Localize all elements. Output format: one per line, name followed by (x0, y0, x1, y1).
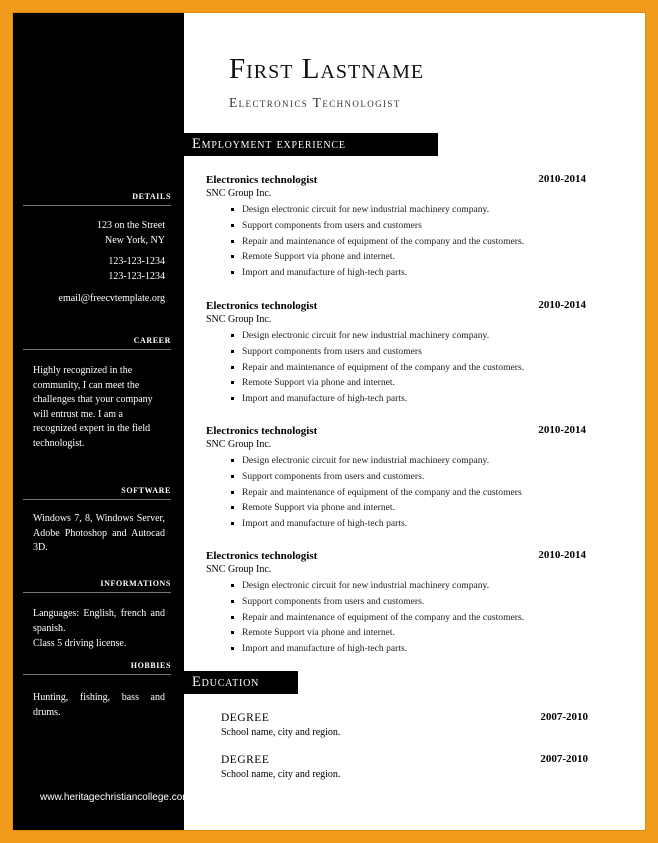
education-entry (221, 711, 588, 741)
job-date: 2010-2014 (538, 299, 586, 311)
job-company: SNC Group Inc. (206, 188, 272, 199)
job-date: 2010-2014 (538, 173, 586, 185)
bullet-item: Remote Support via phone and internet. (242, 625, 586, 641)
details-heading: details (23, 190, 171, 206)
bullet-item: Import and manufacture of high-tech parts. (242, 516, 586, 532)
career-text: Highly recognized in the community, I can meet the challenges that your company will entrust me. I am a recognized expert in the field technologist. (33, 365, 153, 449)
bullet-item: Repair and maintenance of equipment of the company and the customers (242, 485, 586, 501)
degree-date: 2007-2010 (540, 753, 588, 765)
job-company: SNC Group Inc. (206, 564, 272, 575)
address-line1: 123 on the Street (96, 220, 165, 231)
full-name: First Lastname (229, 53, 425, 85)
bullet-item: Remote Support via phone and internet. (242, 249, 586, 265)
bullet-item: Import and manufacture of high-tech parts. (242, 641, 586, 657)
bullet-item: Design electronic circuit for new industrial machinery company. (242, 328, 586, 344)
bullet-item: Import and manufacture of high-tech parts. (242, 265, 586, 281)
bullet-item: Design electronic circuit for new industrial machinery company. (242, 578, 586, 594)
bullet-item: Support components from users and customers. (242, 594, 586, 610)
job-company: SNC Group Inc. (206, 314, 272, 325)
bullet-item: Design electronic circuit for new industrial machinery company. (242, 202, 586, 218)
bullet-item: Repair and maintenance of equipment of the company and the customers. (242, 360, 586, 376)
job-date: 2010-2014 (538, 424, 586, 436)
bullet-item: Import and manufacture of high-tech parts. (242, 391, 586, 407)
job-entry (206, 549, 586, 657)
job-title-subtitle: Electronics Technologist (229, 95, 401, 110)
informations-line1: Languages: English, french and spanish. (33, 608, 165, 634)
bullet-item: Repair and maintenance of equipment of the company and the customers. (242, 234, 586, 250)
job-bullets (206, 578, 586, 657)
job-title: Electronics technologist (206, 300, 318, 312)
degree-title: DEGREE (221, 712, 270, 724)
job-title: Electronics technologist (206, 174, 318, 186)
bullet-item: Support components from users and customers. (242, 469, 586, 485)
career-heading: career (23, 334, 171, 350)
hobbies-heading: hobbies (23, 659, 171, 675)
education-entry (221, 753, 588, 783)
email: email@freecvtemplate.org (58, 293, 165, 304)
education-heading: Education (184, 671, 298, 694)
bullet-item: Repair and maintenance of equipment of the company and the customers. (242, 610, 586, 626)
phone1: 123-123-1234 (108, 256, 165, 267)
job-bullets (206, 328, 586, 407)
job-entry (206, 299, 586, 407)
software-text: Windows 7, 8, Windows Server, Adobe Photoshop and Autocad 3D. (33, 513, 165, 553)
informations-heading: informations (23, 577, 171, 593)
bullet-item: Support components from users and customers (242, 218, 586, 234)
job-company: SNC Group Inc. (206, 439, 272, 450)
job-bullets (206, 453, 586, 532)
phone2: 123-123-1234 (108, 271, 165, 282)
degree-title: DEGREE (221, 754, 270, 766)
job-bullets (206, 202, 586, 281)
job-date: 2010-2014 (538, 549, 586, 561)
job-entry (206, 424, 586, 532)
watermark-text: www.heritagechristiancollege.com (40, 792, 191, 803)
bullet-item: Remote Support via phone and internet. (242, 375, 586, 391)
software-heading: software (23, 484, 171, 500)
informations-line2: Class 5 driving license. (33, 638, 127, 649)
degree-detail: School name, city and region. (221, 727, 341, 738)
hobbies-text: Hunting, fishing, bass and drums. (33, 692, 165, 718)
bullet-item: Support components from users and customers (242, 344, 586, 360)
address-line2: New York, NY (104, 235, 165, 246)
degree-detail: School name, city and region. (221, 769, 341, 780)
employment-heading: Employment experience (184, 133, 438, 156)
resume-page (12, 12, 646, 831)
job-title: Electronics technologist (206, 425, 318, 437)
degree-date: 2007-2010 (540, 711, 588, 723)
sidebar (13, 13, 184, 830)
bullet-item: Design electronic circuit for new industrial machinery company. (242, 453, 586, 469)
job-entry (206, 173, 586, 281)
job-title: Electronics technologist (206, 550, 318, 562)
bullet-item: Remote Support via phone and internet. (242, 500, 586, 516)
